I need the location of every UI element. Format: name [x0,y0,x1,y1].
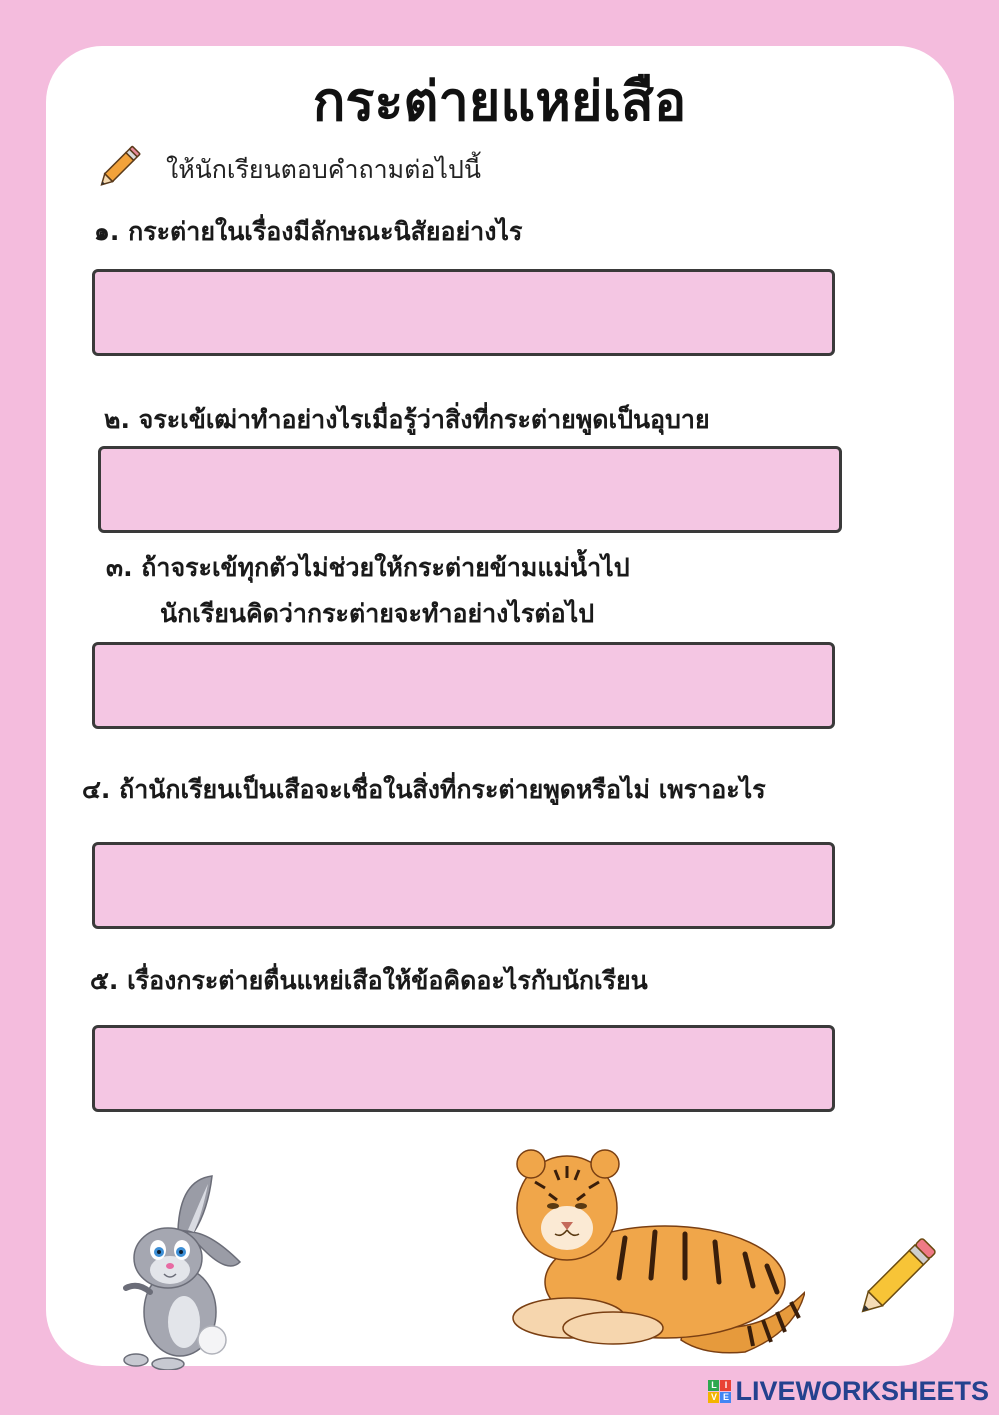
logo-letter: L [708,1380,719,1391]
logo-letter: V [708,1392,719,1403]
answer-box-1[interactable] [92,269,835,356]
question-3-line-2: นักเรียนคิดว่ากระต่ายจะทำอย่างไรต่อไป [160,599,595,628]
pencil-icon [850,1228,946,1324]
answer-box-4[interactable] [92,842,835,929]
question-3-line-1: ๓. ถ้าจระเข้ทุกตัวไม่ช่วยให้กระต่ายข้ามแม่น้ำไป [106,553,630,582]
rabbit-illustration [108,1170,248,1370]
liveworksheets-logo[interactable] [708,1374,989,1408]
worksheet-title: กระต่ายแหย่เสือ [312,70,687,133]
question-1: ๑. กระต่ายในเรื่องมีลักษณะนิสัยอย่างไร [94,217,523,246]
logo-mark [708,1380,731,1403]
question-5: ๕. เรื่องกระต่ายตื่นแหย่เสือให้ข้อคิดอะไรกับนักเรียน [90,966,648,995]
answer-box-5[interactable] [92,1025,835,1112]
answer-box-3[interactable] [92,642,835,729]
logo-letter: I [720,1380,731,1391]
question-4: ๔. ถ้านักเรียนเป็นเสือจะเชื่อในสิ่งที่กระต่ายพูดหรือไม่ เพราอะไร [82,775,766,804]
logo-letter: E [720,1392,731,1403]
answer-box-2[interactable] [98,446,842,533]
logo-text: LIVEWORKSHEETS [735,1375,989,1406]
question-2: ๒. จระเข้เฒ่าทำอย่างไรเมื่อรู้ว่าสิ่งที่กระต่ายพูดเป็นอุบาย [104,405,710,434]
pencil-icon [98,142,144,190]
instruction-text: ให้นักเรียนตอบคำถามต่อไปนี้ [166,155,481,184]
tiger-illustration [505,1142,805,1362]
